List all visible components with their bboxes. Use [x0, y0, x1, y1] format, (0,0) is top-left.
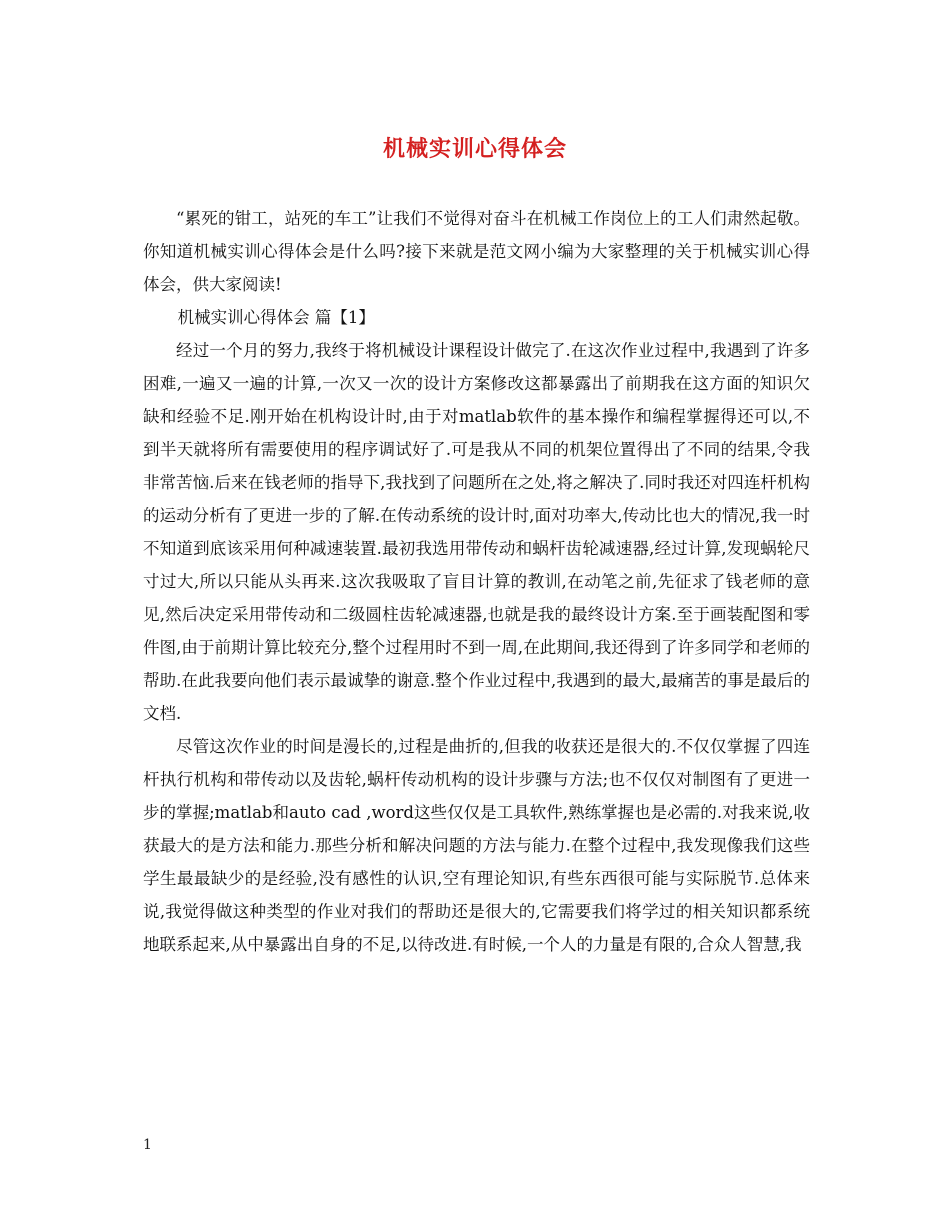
body-paragraph: 经过一个月的努力,我终于将机械设计课程设计做完了.在这次作业过程中,我遇到了许多困难,一遍又一遍的计算,一次又一次的设计方案修改这都暴露出了前期我在这方面的知识欠缺和经验不足.刚开始在机构设计时,由于对matlab软件的基本操作和编程掌握得还可以,不到半天就将所有需要使用的程序调试好了.可是我从不同的机架位置得出了不同的结果,令我非常苦恼.后来在钱老师的指导下,我找到了问题所在之处,将之解决了.同时我还对四连杆机构的运动分析有了更进一步的了解.在传动系统的设计时,面对功率大,传动比也大的情况,我一时不知道到底该采用何种减速装置.最初我选用带传动和蜗杆齿轮减速器,经过计算,发现蜗轮尺寸过大,所以只能从头再来.这次我吸取了盲目计算的教训,在动笔之前,先征求了钱老师的意见,然后决定采用带传动和二级圆柱齿轮减速器,也就是我的最终设计方案.至于画装配图和零件图,由于前期计算比较充分,整个过程用时不到一周,在此期间,我还得到了许多同学和老师的帮助.在此我要向他们表示最诚挚的谢意.整个作业过程中,我遇到的最大,最痛苦的事是最后的文档. — [143, 341, 810, 723]
document-body — [143, 202, 810, 961]
page-number: 1 — [143, 1137, 152, 1153]
intro-paragraph: “累死的钳工，站死的车工”让我们不觉得对奋斗在机械工作岗位上的工人们肃然起敬。你知道机械实训心得体会是什么吗?接下来就是范文网小编为大家整理的关于机械实训心得体会，供大家阅读! — [143, 209, 810, 294]
section-heading: 机械实训心得体会 篇【1】 — [177, 308, 375, 327]
body-paragraph: 尽管这次作业的时间是漫长的,过程是曲折的,但我的收获还是很大的.不仅仅掌握了四连杆执行机构和带传动以及齿轮,蜗杆传动机构的设计步骤与方法;也不仅仅对制图有了更进一步的掌握;matlab和auto cad ,word这些仅仅是工具软件,熟练掌握也是必需的.对我来说,收获最大的是方法和能力.那些分析和解决问题的方法与能力.在整个过程中,我发现像我们这些学生最最缺少的是经验,没有感性的认识,空有理论知识,有些东西很可能与实际脱节.总体来说,我觉得做这种类型的作业对我们的帮助还是很大的,它需要我们将学过的相关知识都系统地联系起来,从中暴露出自身的不足,以待改进.有时候,一个人的力量是有限的,合众人智慧,我 — [143, 737, 810, 954]
document-title: 机械实训心得体会 — [382, 136, 567, 162]
